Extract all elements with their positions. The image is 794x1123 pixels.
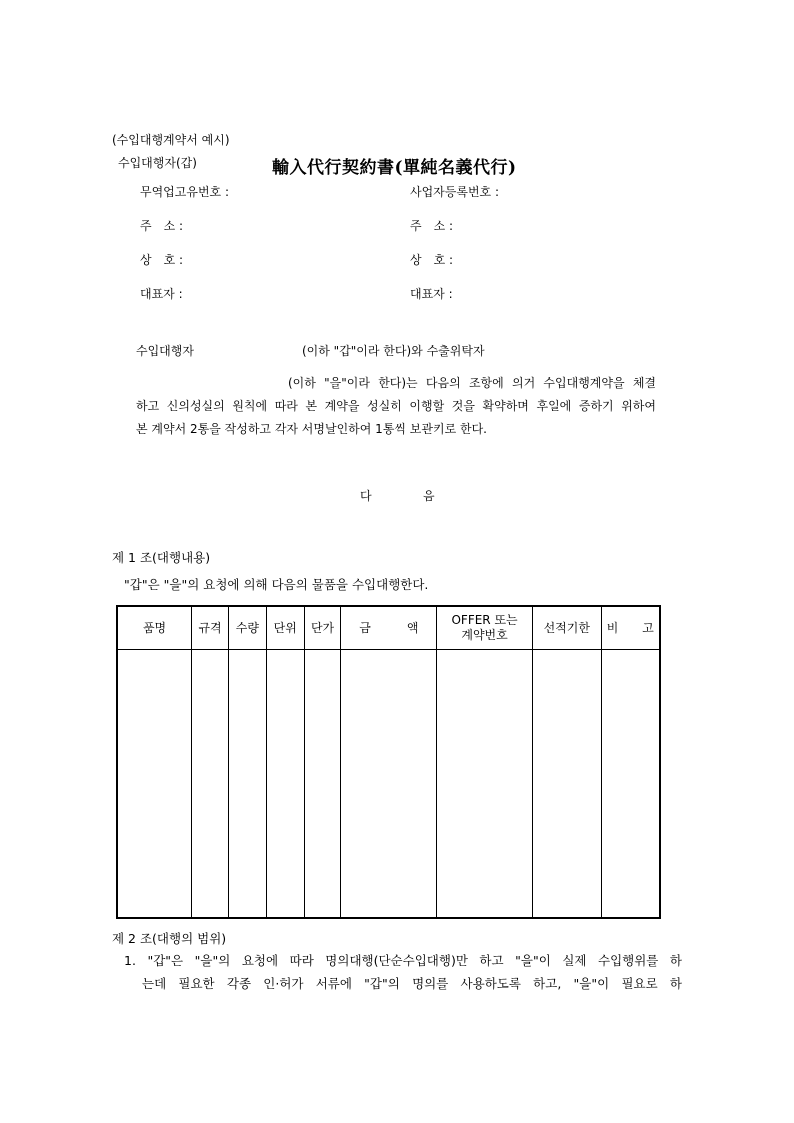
col-remarks: 비 고 bbox=[601, 606, 660, 650]
col-shipment-deadline: 선적기한 bbox=[532, 606, 601, 650]
table-cell bbox=[266, 650, 304, 919]
example-label: (수입대행계약서 예시) bbox=[112, 133, 230, 147]
right-field-representative: 대표자 : bbox=[410, 287, 453, 301]
table-cell bbox=[228, 650, 266, 919]
article1-text: "갑"은 "을"의 요청에 의해 다음의 물품을 수입대행한다. bbox=[124, 577, 429, 592]
intro-line3: 하고 신의성실의 원칙에 따라 본 계약을 성실히 이행할 것을 확약하며 후일에 증하기 위하여 bbox=[136, 399, 656, 413]
col-spec: 규격 bbox=[192, 606, 229, 650]
article2-item1-line2: 는데 필요한 각종 인·허가 서류에 "갑"의 명의를 사용하도록 하고, "을"이 필요로 하 bbox=[142, 976, 682, 991]
table-cell bbox=[192, 650, 229, 919]
table-cell bbox=[601, 650, 660, 919]
right-field-company: 상 호 : bbox=[410, 253, 454, 267]
article2-item1-line1: 1. "갑"은 "을"의 요청에 따라 명의대행(단순수입대행)만 하고 "을"이 실제 수입행위를 하 bbox=[124, 953, 682, 968]
intro-line1-b: (이하 "갑"이라 한다)와 수출위탁자 bbox=[302, 344, 485, 358]
document-title: 輸入代行契約書(單純名義代行) bbox=[272, 158, 517, 178]
heading-left: 다 bbox=[360, 489, 372, 503]
table-cell bbox=[304, 650, 341, 919]
table-cell bbox=[437, 650, 533, 919]
table-body-row bbox=[117, 650, 660, 919]
table-cell bbox=[341, 650, 437, 919]
col-quantity: 수량 bbox=[228, 606, 266, 650]
right-field-address: 주 소 : bbox=[410, 219, 454, 233]
article1-title: 제 1 조(대행내용) bbox=[112, 550, 211, 565]
col-item-name: 품명 bbox=[117, 606, 192, 650]
party-a-label: 수입대행자(갑) bbox=[118, 156, 197, 170]
intro-line1-a: 수입대행자 bbox=[136, 344, 194, 358]
left-field-address: 주 소 : bbox=[140, 219, 184, 233]
intro-line2: (이하 "을"이라 한다)는 다음의 조항에 의거 수입대행계약을 체결 bbox=[288, 376, 656, 390]
article2-title: 제 2 조(대행의 범위) bbox=[112, 931, 227, 946]
table-header-row bbox=[117, 606, 660, 650]
heading-right: 음 bbox=[423, 489, 435, 503]
goods-table bbox=[116, 605, 661, 919]
intro-line4: 본 계약서 2통을 작성하고 각자 서명날인하여 1통씩 보관키로 한다. bbox=[136, 422, 487, 436]
col-unit-price: 단가 bbox=[304, 606, 341, 650]
col-amount: 금 액 bbox=[341, 606, 437, 650]
table-cell bbox=[117, 650, 192, 919]
table-cell bbox=[532, 650, 601, 919]
col-offer-contract-no: OFFER 또는 계약번호 bbox=[437, 606, 533, 650]
left-field-trade-id: 무역업고유번호 : bbox=[140, 185, 230, 199]
left-field-representative: 대표자 : bbox=[140, 287, 183, 301]
left-field-company: 상 호 : bbox=[140, 253, 184, 267]
col-unit: 단위 bbox=[266, 606, 304, 650]
right-field-business-reg: 사업자등록번호 : bbox=[410, 185, 500, 199]
